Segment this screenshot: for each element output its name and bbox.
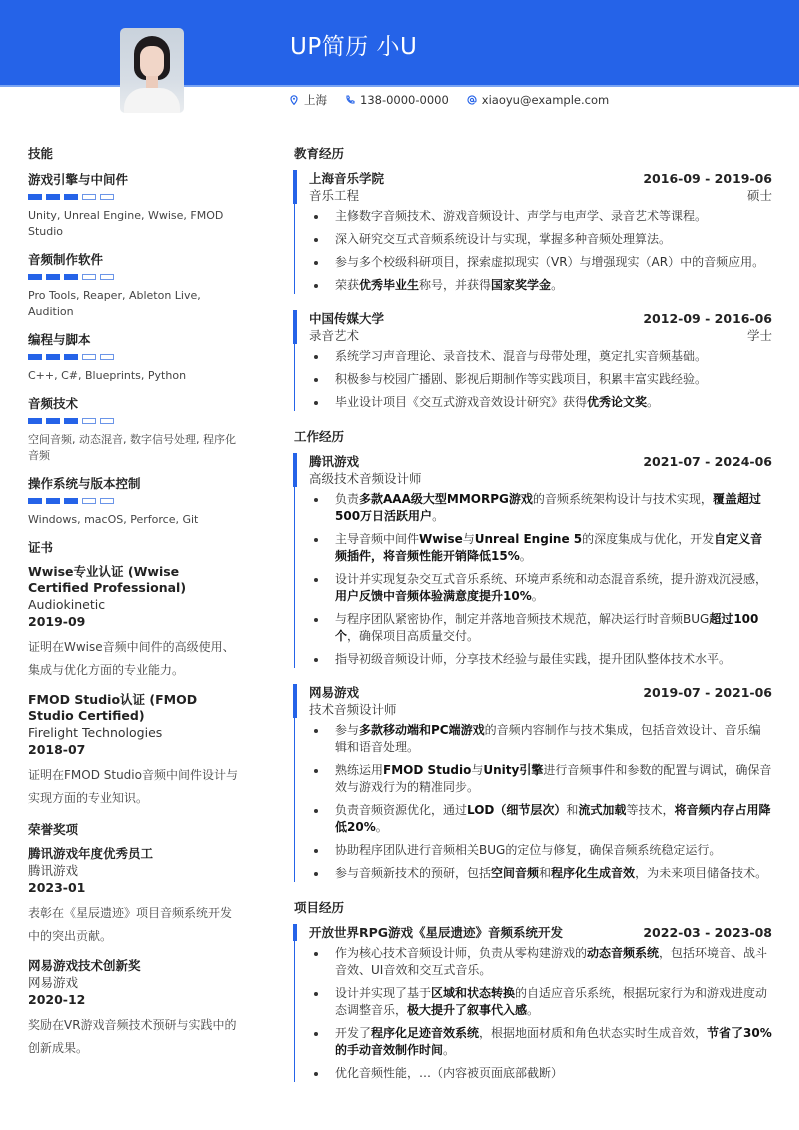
contact-location (289, 92, 327, 108)
skill-desc: Unity, Unreal Engine, Wwise, FMOD Studio (28, 209, 224, 238)
main-content (294, 144, 772, 1098)
degree: 学士 (746, 328, 772, 343)
level-filled (46, 274, 60, 280)
level-empty (82, 274, 96, 280)
entry-subheader (309, 327, 772, 344)
bullet-item: 协助程序团队进行音频相关BUG的定位与修复，确保音频系统稳定运行。 (309, 842, 772, 859)
bullet-list (309, 344, 772, 411)
at-email-icon (467, 95, 477, 105)
major: 音乐工程 (309, 188, 360, 203)
level-empty (100, 194, 114, 200)
bullet-item: 积极参与校园广播剧、影视后期制作等实践项目，积累丰富实践经验。 (309, 371, 772, 388)
level-filled (46, 418, 60, 424)
skill-desc: 空间音频, 动态混音, 数字信号处理, 程序化音频 (28, 433, 236, 462)
bullet-item: 熟练运用FMOD Studio与Unity引擎进行音频事件和参数的配置与调试，确保音效与游戏行为的精准同步。 (309, 762, 772, 796)
level-filled (28, 418, 42, 424)
bullet-item: 设计并实现了基于区域和状态转换的自适应音乐系统，根据玩家行为和游戏进度动态调整音乐，极大提升了叙事代入感。 (309, 985, 772, 1019)
phone-icon (345, 95, 355, 105)
location-text: 上海 (304, 93, 327, 107)
entry-date: 2022-03 - 2023-08 (643, 925, 772, 940)
skill-level-bars (28, 418, 243, 424)
item-name: Wwise专业认证 (Wwise Certified Professional) (28, 564, 187, 595)
skill-item (28, 394, 243, 464)
skill-item (28, 330, 243, 384)
item-desc: 奖励在VR游戏音频技术预研与实践中的创新成果。 (28, 1018, 237, 1055)
project-entry (294, 924, 772, 1082)
bullet-item: 系统学习声音理论、录音技术、混音与母带处理，奠定扎实音频基础。 (309, 348, 772, 365)
major: 录音艺术 (309, 328, 360, 343)
certificates-list (28, 564, 243, 810)
degree: 硕士 (746, 188, 772, 203)
skill-level-bars (28, 274, 243, 280)
level-empty (82, 194, 96, 200)
award-item (28, 958, 243, 1060)
entry-date: 2012-09 - 2016-06 (643, 311, 772, 326)
entry-date: 2016-09 - 2019-06 (643, 171, 772, 186)
item-issuer: 腾讯游戏 (28, 863, 79, 878)
level-filled (64, 194, 78, 200)
level-filled (28, 498, 42, 504)
bullet-item: 作为核心技术音频设计师，负责从零构建游戏的动态音频系统，包括环境音、战斗音效、UI音效和交互式音乐。 (309, 945, 772, 979)
skill-name: 操作系统与版本控制 (28, 476, 141, 491)
certificate-item (28, 564, 243, 682)
level-empty (82, 498, 96, 504)
item-desc: 证明在Wwise音频中间件的高级使用、集成与优化方面的专业能力。 (28, 640, 235, 677)
skill-name: 编程与脚本 (28, 332, 91, 347)
bullet-item: 开发了程序化足迹音效系统，根据地面材质和角色状态实时生成音效，节省了30%的手动音效制作时间。 (309, 1025, 772, 1059)
item-issuer: 网易游戏 (28, 975, 79, 990)
bullet-item: 参与音频新技术的预研，包括空间音频和程序化生成音效，为未来项目储备技术。 (309, 865, 772, 882)
bullet-item: 毕业设计项目《交互式游戏音效设计研究》获得优秀论文奖。 (309, 394, 772, 411)
work-list (294, 453, 772, 882)
education-heading: 教育经历 (294, 146, 345, 161)
entry-subheader (309, 701, 772, 718)
level-empty (100, 498, 114, 504)
project-name: 开放世界RPG游戏《星辰遗迹》音频系统开发 (309, 925, 564, 940)
entry-date: 2021-07 - 2024-06 (643, 454, 772, 469)
level-filled (46, 498, 60, 504)
bullet-item: 负责音频资源优化，通过LOD（细节层次）和流式加载等技术，将音频内存占用降低20%。 (309, 802, 772, 836)
avatar (120, 28, 184, 113)
certificate-item (28, 692, 243, 810)
item-name: 腾讯游戏年度优秀员工 (28, 846, 154, 861)
skill-name: 音频制作软件 (28, 252, 104, 267)
item-date: 2018-07 (28, 742, 86, 757)
award-item (28, 846, 243, 948)
candidate-name: UP简历 小U (290, 34, 418, 60)
email-text[interactable]: xiaoyu@example.com (481, 93, 610, 107)
skill-item (28, 474, 243, 528)
skill-name: 音频技术 (28, 396, 79, 411)
entry-header (309, 684, 772, 701)
entry-date: 2019-07 - 2021-06 (643, 685, 772, 700)
education-entry (294, 170, 772, 294)
bullet-item: 指导初级音频设计师，分享技术经验与最佳实践，提升团队整体技术水平。 (309, 651, 772, 668)
skill-desc: Pro Tools, Reaper, Ableton Live, Audition (28, 289, 201, 318)
level-filled (46, 354, 60, 360)
item-date: 2019-09 (28, 614, 86, 629)
entry-header (309, 310, 772, 327)
skill-item (28, 170, 243, 240)
item-issuer: Audiokinetic (28, 597, 106, 612)
school-name: 上海音乐学院 (309, 171, 385, 186)
bullet-item: 优化音频性能，…（内容被页面底部截断） (309, 1065, 772, 1082)
item-desc: 表彰在《星辰遗迹》项目音频系统开发中的突出贡献。 (28, 906, 233, 943)
level-empty (100, 418, 114, 424)
entry-subheader (309, 187, 772, 204)
entry-header (309, 453, 772, 470)
certificates-heading: 证书 (28, 540, 54, 555)
bullet-item: 荣获优秀毕业生称号，并获得国家奖学金。 (309, 277, 772, 294)
bullet-item: 设计并实现复杂交互式音乐系统、环境声系统和动态混音系统，提升游戏沉浸感，用户反馈中音频体验满意度提升10%。 (309, 571, 772, 605)
bullet-item: 深入研究交互式音频系统设计与实现，掌握多种音频处理算法。 (309, 231, 772, 248)
bullet-list (309, 204, 772, 294)
entry-header (309, 924, 772, 941)
education-entry (294, 310, 772, 411)
projects-heading: 项目经历 (294, 900, 345, 915)
job-role: 高级技术音频设计师 (309, 471, 422, 486)
entry-header (309, 170, 772, 187)
bullet-item: 负责多款AAA级大型MMORPG游戏的音频系统架构设计与技术实现，覆盖超过500万日活跃用户。 (309, 491, 772, 525)
awards-heading: 荣誉奖项 (28, 822, 79, 837)
level-filled (28, 274, 42, 280)
skills-list (28, 170, 243, 528)
skill-item (28, 250, 243, 320)
phone-text[interactable]: 138-0000-0000 (360, 93, 449, 107)
level-empty (100, 354, 114, 360)
item-desc: 证明在FMOD Studio音频中间件设计与实现方面的专业知识。 (28, 768, 238, 805)
skills-heading: 技能 (28, 146, 54, 161)
level-filled (28, 354, 42, 360)
level-filled (64, 274, 78, 280)
job-role: 技术音频设计师 (309, 702, 397, 717)
work-heading: 工作经历 (294, 429, 345, 444)
bullet-item: 与程序团队紧密协作，制定并落地音频技术规范，解决运行时音频BUG超过100个，确保项目高质量交付。 (309, 611, 772, 645)
item-name: FMOD Studio认证 (FMOD Studio Certified) (28, 692, 198, 723)
item-name: 网易游戏技术创新奖 (28, 958, 141, 973)
company-name: 网易游戏 (309, 685, 360, 700)
item-date: 2023-01 (28, 880, 86, 895)
skill-level-bars (28, 498, 243, 504)
skill-desc: C++, C#, Blueprints, Python (28, 369, 187, 382)
level-filled (28, 194, 42, 200)
contact-email (467, 93, 609, 107)
skill-level-bars (28, 194, 243, 200)
level-filled (64, 498, 78, 504)
level-empty (82, 354, 96, 360)
bullet-list (309, 941, 772, 1082)
bullet-list (309, 487, 772, 668)
contact-phone (345, 93, 449, 107)
skill-desc: Windows, macOS, Perforce, Git (28, 513, 199, 526)
level-filled (64, 354, 78, 360)
education-list (294, 170, 772, 411)
skill-level-bars (28, 354, 243, 360)
bullet-item: 参与多款移动端和PC端游戏的音频内容制作与技术集成，包括音效设计、音乐编辑和语音处理。 (309, 722, 772, 756)
item-issuer: Firelight Technologies (28, 725, 163, 740)
school-name: 中国传媒大学 (309, 311, 385, 326)
bullet-item: 主导音频中间件Wwise与Unreal Engine 5的深度集成与优化，开发自定义音频插件，将音频性能开销降低15%。 (309, 531, 772, 565)
skill-name: 游戏引擎与中间件 (28, 172, 129, 187)
level-filled (46, 194, 60, 200)
location-pin-icon (289, 95, 299, 105)
item-date: 2020-12 (28, 992, 86, 1007)
level-empty (82, 418, 96, 424)
awards-list (28, 846, 243, 1060)
work-entry (294, 684, 772, 882)
bullet-list (309, 718, 772, 882)
level-empty (100, 274, 114, 280)
entry-subheader (309, 470, 772, 487)
bullet-item: 参与多个校级科研项目，探索虚拟现实（VR）与增强现实（AR）中的音频应用。 (309, 254, 772, 271)
contact-row (289, 92, 609, 108)
projects-list (294, 924, 772, 1082)
bullet-item: 主修数字音频技术、游戏音频设计、声学与电声学、录音艺术等课程。 (309, 208, 772, 225)
level-filled (64, 418, 78, 424)
work-entry (294, 453, 772, 668)
company-name: 腾讯游戏 (309, 454, 360, 469)
sidebar (28, 144, 243, 1070)
